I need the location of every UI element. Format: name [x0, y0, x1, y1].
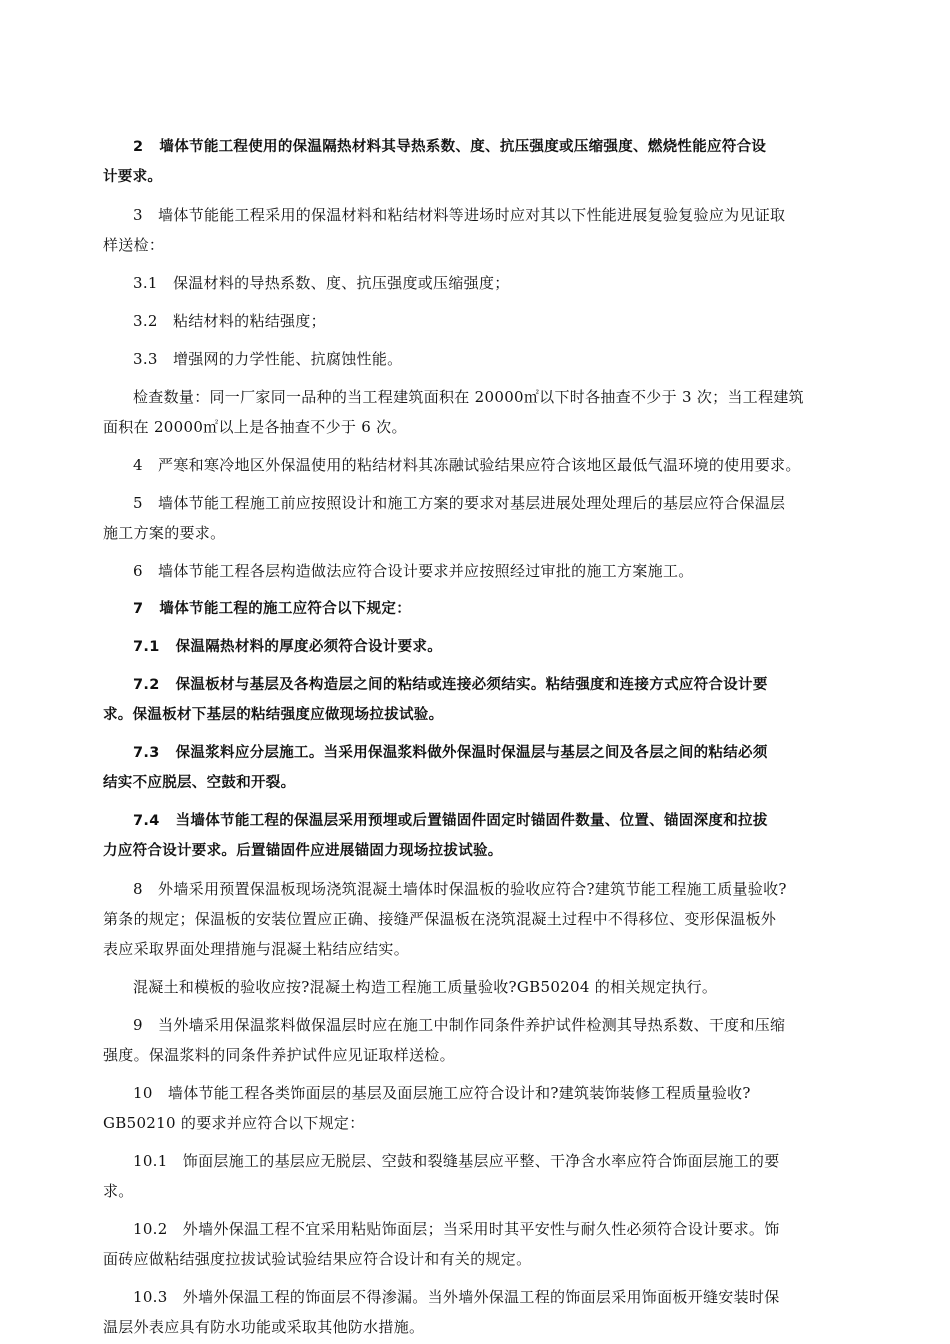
- paragraph-line: 4 严寒和寒冷地区外保温使用的粘结材料其冻融试验结果应符合该地区最低气温环境的使用要求。: [133, 456, 801, 474]
- paragraph-line: 力应符合设计要求。后置锚固件应进展锚固力现场拉拔试验。: [103, 843, 503, 859]
- paragraph-line: 3 墙体节能能工程采用的保温材料和粘结材料等进场时应对其以下性能进展复验复验应为见证取: [133, 206, 786, 224]
- paragraph-line: 7.1 保温隔热材料的厚度必须符合设计要求。: [133, 639, 443, 655]
- paragraph-line: 施工方案的要求。: [103, 524, 226, 542]
- paragraph-p10_3: [103, 1282, 854, 1342]
- paragraph-line: 求。保温板材下基层的粘结强度应做现场拉拔试验。: [103, 707, 444, 723]
- paragraph-line: 样送检：: [103, 236, 165, 254]
- paragraph-line: 7.3 保温浆料应分层施工。当采用保温浆料做外保温时保温层与基层之间及各层之间的粘结必须: [133, 745, 768, 761]
- paragraph-p_check: [103, 382, 854, 442]
- paragraph-p7_2: [103, 670, 854, 730]
- paragraph-p7_4: [103, 806, 854, 866]
- paragraph-p4: [130, 450, 854, 480]
- paragraph-p9: [103, 1010, 854, 1070]
- paragraph-line: 10.3 外墙外保温工程的饰面层不得渗漏。当外墙外保温工程的饰面层采用饰面板开缝安装时保: [133, 1288, 780, 1306]
- paragraph-line: 6 墙体节能工程各层构造做法应符合设计要求并应按照经过审批的施工方案施工。: [133, 562, 694, 580]
- paragraph-line: 面砖应做粘结强度拉拔试验试验结果应符合设计和有关的规定。: [103, 1250, 532, 1268]
- paragraph-line: GB50210 的要求并应符合以下规定：: [103, 1114, 365, 1132]
- paragraph-line: 表应采取界面处理措施与混凝土粘结应结实。: [103, 940, 410, 958]
- paragraph-line: 3.3 增强网的力学性能、抗腐蚀性能。: [133, 350, 403, 368]
- paragraph-line: 7 墙体节能工程的施工应符合以下规定：: [133, 601, 412, 617]
- paragraph-p5: [103, 488, 854, 548]
- paragraph-line: 3.1 保温材料的导热系数、度、抗压强度或压缩强度；: [133, 274, 510, 292]
- paragraph-line: 3.2 粘结材料的粘结强度；: [133, 312, 326, 330]
- paragraph-line: 8 外墙采用预置保温板现场浇筑混凝土墙体时保温板的验收应符合?建筑节能工程施工质量验收?: [133, 880, 787, 898]
- paragraph-line: 第条的规定；保温板的安装位置应正确、接缝严保温板在浇筑混凝土过程中不得移位、变形保温板外: [103, 910, 777, 928]
- paragraph-p3_3: [130, 344, 854, 374]
- paragraph-p3: [103, 200, 854, 260]
- paragraph-line: 求。: [103, 1182, 134, 1200]
- paragraph-line: 2 墙体节能工程使用的保温隔热材料其导热系数、度、抗压强度或压缩强度、燃烧性能应符合设: [133, 139, 767, 155]
- paragraph-p3_1: [130, 268, 854, 298]
- paragraph-line: 5 墙体节能工程施工前应按照设计和施工方案的要求对基层进展处理处理后的基层应符合保温层: [133, 494, 786, 512]
- paragraph-p7: [130, 594, 854, 624]
- paragraph-line: 计要求。: [103, 169, 163, 185]
- paragraph-line: 结实不应脱层、空鼓和开裂。: [103, 775, 296, 791]
- paragraph-line: 温层外表应具有防水功能或采取其他防水措施。: [103, 1318, 425, 1336]
- paragraph-p2: [103, 132, 854, 192]
- paragraph-p10: [103, 1078, 854, 1138]
- paragraph-line: 混凝土和模板的验收应按?混凝土构造工程施工质量验收?GB50204 的相关规定执行。: [133, 978, 718, 996]
- paragraph-line: 10.2 外墙外保温工程不宜采用粘贴饰面层；当采用时其平安性与耐久性必须符合设计要求。饰: [133, 1220, 780, 1238]
- paragraph-p3_2: [130, 306, 854, 336]
- paragraph-p10_1: [103, 1146, 854, 1206]
- paragraph-p8_b: [130, 972, 854, 1002]
- paragraph-p8: [103, 874, 854, 964]
- paragraph-line: 面积在 20000㎡以上是各抽查不少于 6 次。: [103, 418, 407, 436]
- paragraph-line: 7.2 保温板材与基层及各构造层之间的粘结或连接必须结实。粘结强度和连接方式应符合设计要: [133, 677, 768, 693]
- paragraph-line: 9 当外墙采用保温浆料做保温层时应在施工中制作同条件养护试件检测其导热系数、干度和压缩: [133, 1016, 786, 1034]
- paragraph-p6: [130, 556, 854, 586]
- paragraph-line: 7.4 当墙体节能工程的保温层采用预埋或后置锚固件固定时锚固件数量、位置、锚固深度和拉拔: [133, 813, 768, 829]
- paragraph-line: 检查数量：同一厂家同一品种的当工程建筑面积在 20000㎡以下时各抽查不少于 3 次；当工程建筑: [133, 388, 804, 406]
- paragraph-line: 10.1 饰面层施工的基层应无脱层、空鼓和裂缝基层应平整、干净含水率应符合饰面层施工的要: [133, 1152, 780, 1170]
- paragraph-p10_2: [103, 1214, 854, 1274]
- paragraph-p7_3: [103, 738, 854, 798]
- paragraph-p7_1: [130, 632, 854, 662]
- paragraph-line: 强度。保温浆料的同条件养护试件应见证取样送检。: [103, 1046, 455, 1064]
- paragraph-line: 10 墙体节能工程各类饰面层的基层及面层施工应符合设计和?建筑装饰装修工程质量验收?: [133, 1084, 751, 1102]
